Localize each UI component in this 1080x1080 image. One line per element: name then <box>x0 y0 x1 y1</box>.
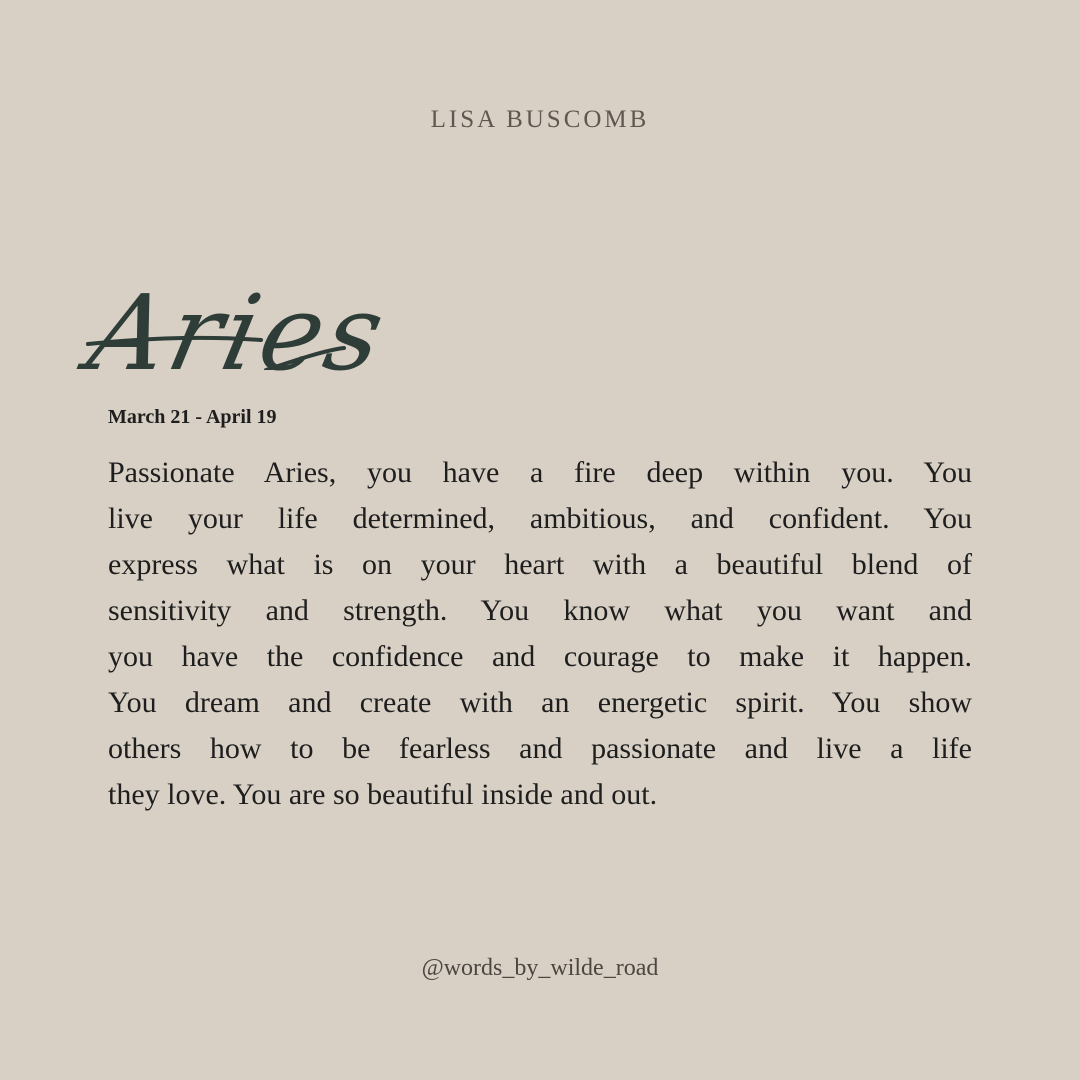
sign-title: Aries <box>79 272 398 394</box>
text-line: Passionate Aries, you have a fire deep within you. You <box>108 456 972 489</box>
text-line: You dream and create with an energetic spirit. You show <box>108 686 972 719</box>
author-name: LISA BUSCOMB <box>430 106 650 133</box>
text-line: sensitivity and strength. You know what you want and <box>108 594 972 627</box>
text-line: they love. You are so beautiful inside and out. <box>108 778 658 811</box>
social-handle: @words_by_wilde_road <box>421 955 659 981</box>
text-line: others how to be fearless and passionate and live a life <box>108 732 972 765</box>
text-line: express what is on your heart with a beautiful blend of <box>108 548 972 581</box>
text-line: live your life determined, ambitious, and confident. You <box>108 502 972 535</box>
text-line: you have the confidence and courage to make it happen. <box>108 640 972 673</box>
date-range: March 21 - April 19 <box>108 406 277 428</box>
description-text <box>108 452 972 820</box>
